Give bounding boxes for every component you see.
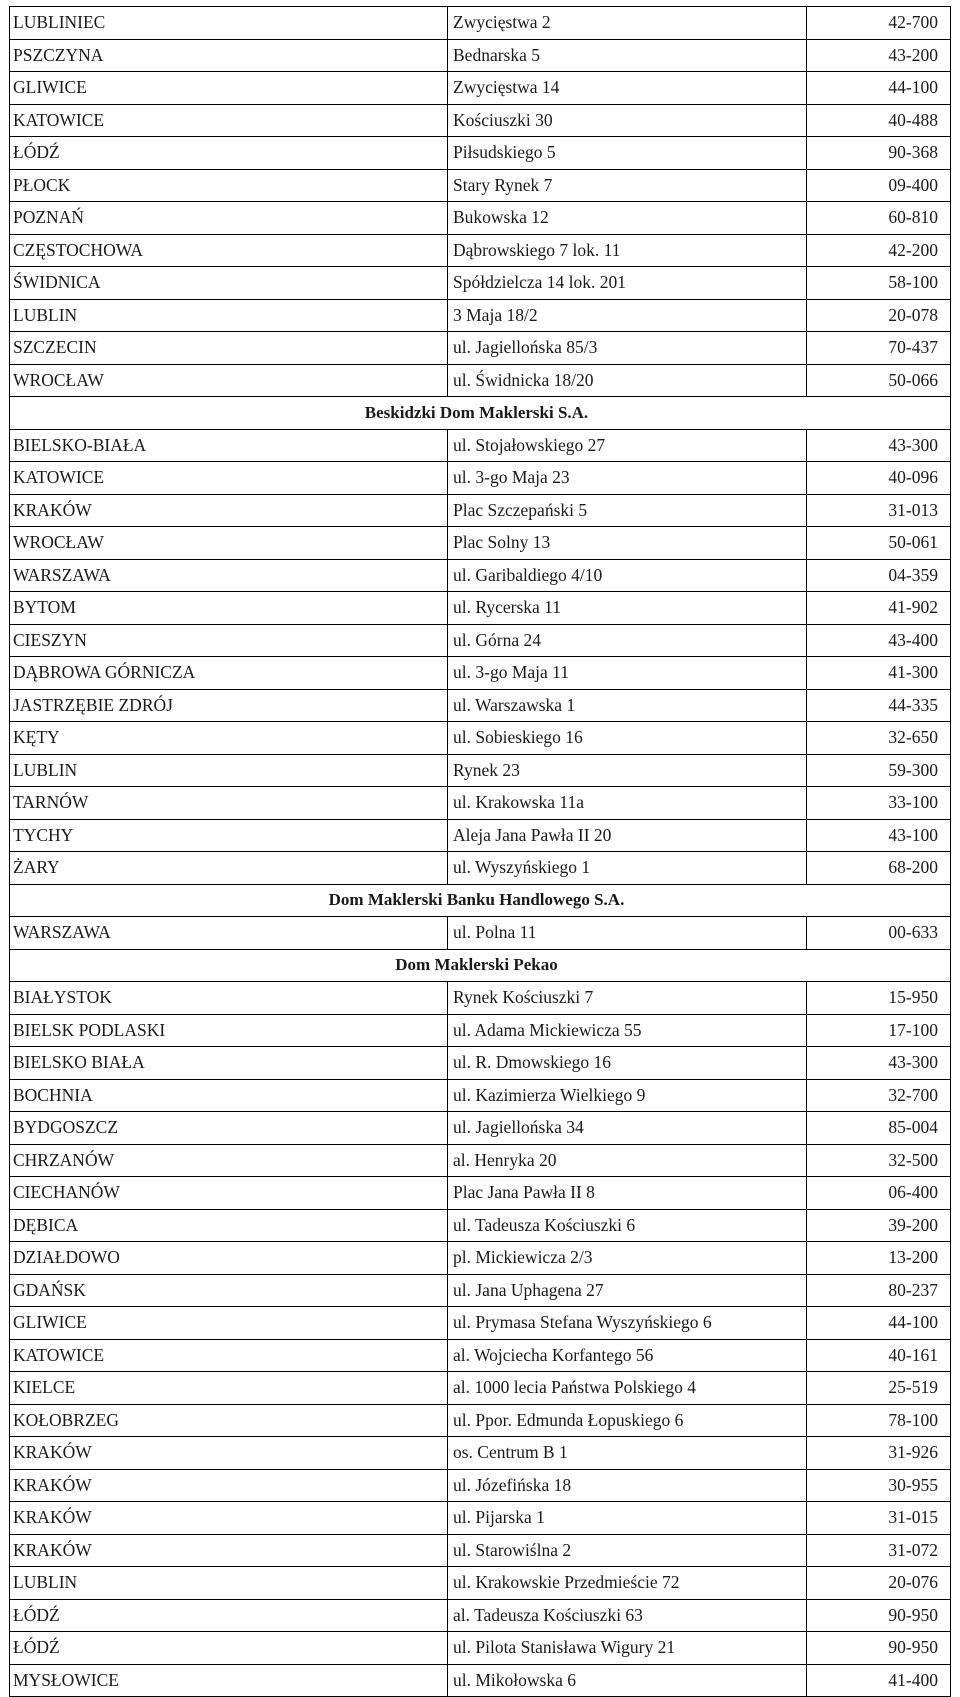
city-cell: KATOWICE (10, 1339, 448, 1372)
table-row (10, 1632, 951, 1665)
postal-code-cell: 04-359 (807, 559, 951, 592)
street-cell: Plac Solny 13 (448, 527, 807, 560)
street-cell: ul. Pijarska 1 (448, 1502, 807, 1535)
city-cell: KRAKÓW (10, 1469, 448, 1502)
city-cell: KRAKÓW (10, 494, 448, 527)
postal-code-cell: 85-004 (807, 1112, 951, 1145)
table-row (10, 1014, 951, 1047)
section-header-row (10, 397, 951, 430)
table-row (10, 1047, 951, 1080)
table-row (10, 1372, 951, 1405)
postal-code-cell: 32-500 (807, 1144, 951, 1177)
city-cell: PSZCZYNA (10, 39, 448, 72)
table-row (10, 332, 951, 365)
table-row (10, 169, 951, 202)
city-cell: ŁÓDŹ (10, 1632, 448, 1665)
street-cell: al. Wojciecha Korfantego 56 (448, 1339, 807, 1372)
street-cell: ul. Jagiellońska 34 (448, 1112, 807, 1145)
city-cell: BIELSKO BIAŁA (10, 1047, 448, 1080)
street-cell: ul. Garibaldiego 4/10 (448, 559, 807, 592)
table-row (10, 689, 951, 722)
postal-code-cell: 59-300 (807, 754, 951, 787)
postal-code-cell: 32-650 (807, 722, 951, 755)
street-cell: ul. Starowiślna 2 (448, 1534, 807, 1567)
city-cell: BYDGOSZCZ (10, 1112, 448, 1145)
postal-code-cell: 42-200 (807, 234, 951, 267)
table-row (10, 1209, 951, 1242)
postal-code-cell: 20-076 (807, 1567, 951, 1600)
city-cell: CIESZYN (10, 624, 448, 657)
street-cell: pl. Mickiewicza 2/3 (448, 1242, 807, 1275)
city-cell: KOŁOBRZEG (10, 1404, 448, 1437)
table-row (10, 299, 951, 332)
table-row (10, 1112, 951, 1145)
postal-code-cell: 44-100 (807, 1307, 951, 1340)
city-cell: ŁÓDŹ (10, 137, 448, 170)
postal-code-cell: 00-633 (807, 917, 951, 950)
postal-code-cell: 90-950 (807, 1632, 951, 1665)
postal-code-cell: 17-100 (807, 1014, 951, 1047)
city-cell: TARNÓW (10, 787, 448, 820)
postal-code-cell: 40-161 (807, 1339, 951, 1372)
postal-code-cell: 70-437 (807, 332, 951, 365)
postal-code-cell: 78-100 (807, 1404, 951, 1437)
postal-code-cell: 44-335 (807, 689, 951, 722)
table-row (10, 364, 951, 397)
street-cell: Bukowska 12 (448, 202, 807, 235)
city-cell: LUBLINIEC (10, 7, 448, 40)
table-row (10, 7, 951, 40)
street-cell: ul. Polna 11 (448, 917, 807, 950)
section-title: Dom Maklerski Banku Handlowego S.A. (10, 884, 951, 917)
postal-code-cell: 30-955 (807, 1469, 951, 1502)
city-cell: WROCŁAW (10, 364, 448, 397)
postal-code-cell: 40-096 (807, 462, 951, 495)
street-cell: Piłsudskiego 5 (448, 137, 807, 170)
postal-code-cell: 43-400 (807, 624, 951, 657)
street-cell: Dąbrowskiego 7 lok. 11 (448, 234, 807, 267)
street-cell: Rynek 23 (448, 754, 807, 787)
table-row (10, 917, 951, 950)
street-cell: ul. Rycerska 11 (448, 592, 807, 625)
street-cell: ul. Ppor. Edmunda Łopuskiego 6 (448, 1404, 807, 1437)
street-cell: ul. Kazimierza Wielkiego 9 (448, 1079, 807, 1112)
table-row (10, 462, 951, 495)
postal-code-cell: 60-810 (807, 202, 951, 235)
table-row (10, 1144, 951, 1177)
table-row (10, 787, 951, 820)
table-row (10, 234, 951, 267)
city-cell: KATOWICE (10, 104, 448, 137)
city-cell: DZIAŁDOWO (10, 1242, 448, 1275)
street-cell: Plac Jana Pawła II 8 (448, 1177, 807, 1210)
city-cell: JASTRZĘBIE ZDRÓJ (10, 689, 448, 722)
branch-address-table (9, 6, 951, 1697)
postal-code-cell: 43-100 (807, 819, 951, 852)
postal-code-cell: 31-015 (807, 1502, 951, 1535)
street-cell: Aleja Jana Pawła II 20 (448, 819, 807, 852)
table-row (10, 429, 951, 462)
city-cell: BIELSKO-BIAŁA (10, 429, 448, 462)
table-row (10, 657, 951, 690)
street-cell: ul. Górna 24 (448, 624, 807, 657)
table-row (10, 1469, 951, 1502)
city-cell: ŁÓDŹ (10, 1599, 448, 1632)
table-row (10, 1664, 951, 1697)
table-row (10, 1502, 951, 1535)
postal-code-cell: 25-519 (807, 1372, 951, 1405)
table-row (10, 559, 951, 592)
table-row (10, 852, 951, 885)
city-cell: LUBLIN (10, 754, 448, 787)
postal-code-cell: 41-400 (807, 1664, 951, 1697)
street-cell: ul. Tadeusza Kościuszki 6 (448, 1209, 807, 1242)
table-row (10, 722, 951, 755)
city-cell: PŁOCK (10, 169, 448, 202)
city-cell: KRAKÓW (10, 1502, 448, 1535)
section-title: Dom Maklerski Pekao (10, 949, 951, 982)
postal-code-cell: 41-902 (807, 592, 951, 625)
city-cell: CZĘSTOCHOWA (10, 234, 448, 267)
section-header-row (10, 949, 951, 982)
city-cell: LUBLIN (10, 1567, 448, 1600)
city-cell: ŻARY (10, 852, 448, 885)
street-cell: al. Henryka 20 (448, 1144, 807, 1177)
street-cell: al. Tadeusza Kościuszki 63 (448, 1599, 807, 1632)
postal-code-cell: 41-300 (807, 657, 951, 690)
table-row (10, 267, 951, 300)
street-cell: ul. Krakowska 11a (448, 787, 807, 820)
postal-code-cell: 90-950 (807, 1599, 951, 1632)
postal-code-cell: 43-300 (807, 429, 951, 462)
table-row (10, 202, 951, 235)
table-row (10, 72, 951, 105)
city-cell: KRAKÓW (10, 1534, 448, 1567)
postal-code-cell: 50-061 (807, 527, 951, 560)
table-row (10, 819, 951, 852)
postal-code-cell: 31-013 (807, 494, 951, 527)
city-cell: GLIWICE (10, 72, 448, 105)
street-cell: Rynek Kościuszki 7 (448, 982, 807, 1015)
city-cell: WROCŁAW (10, 527, 448, 560)
table-row (10, 527, 951, 560)
table-row (10, 39, 951, 72)
city-cell: LUBLIN (10, 299, 448, 332)
city-cell: CHRZANÓW (10, 1144, 448, 1177)
table-row (10, 754, 951, 787)
city-cell: KIELCE (10, 1372, 448, 1405)
table-row (10, 1079, 951, 1112)
table-row (10, 982, 951, 1015)
city-cell: BYTOM (10, 592, 448, 625)
table-row (10, 1339, 951, 1372)
postal-code-cell: 06-400 (807, 1177, 951, 1210)
city-cell: DĄBROWA GÓRNICZA (10, 657, 448, 690)
city-cell: GDAŃSK (10, 1274, 448, 1307)
table-row (10, 1307, 951, 1340)
street-cell: Kościuszki 30 (448, 104, 807, 137)
table-row (10, 1404, 951, 1437)
city-cell: BIAŁYSTOK (10, 982, 448, 1015)
city-cell: WARSZAWA (10, 559, 448, 592)
street-cell: Zwycięstwa 14 (448, 72, 807, 105)
table-row (10, 137, 951, 170)
postal-code-cell: 80-237 (807, 1274, 951, 1307)
postal-code-cell: 31-926 (807, 1437, 951, 1470)
street-cell: ul. Stojałowskiego 27 (448, 429, 807, 462)
city-cell: POZNAŃ (10, 202, 448, 235)
street-cell: ul. Sobieskiego 16 (448, 722, 807, 755)
table-row (10, 1274, 951, 1307)
street-cell: ul. Józefińska 18 (448, 1469, 807, 1502)
street-cell: ul. Mikołowska 6 (448, 1664, 807, 1697)
table-row (10, 104, 951, 137)
city-cell: SZCZECIN (10, 332, 448, 365)
city-cell: BIELSK PODLASKI (10, 1014, 448, 1047)
table-row (10, 494, 951, 527)
street-cell: Plac Szczepański 5 (448, 494, 807, 527)
table-row (10, 624, 951, 657)
address-table-body (10, 7, 951, 1697)
street-cell: ul. Pilota Stanisława Wigury 21 (448, 1632, 807, 1665)
street-cell: Zwycięstwa 2 (448, 7, 807, 40)
street-cell: ul. Wyszyńskiego 1 (448, 852, 807, 885)
table-row (10, 592, 951, 625)
city-cell: KRAKÓW (10, 1437, 448, 1470)
postal-code-cell: 32-700 (807, 1079, 951, 1112)
postal-code-cell: 90-368 (807, 137, 951, 170)
postal-code-cell: 31-072 (807, 1534, 951, 1567)
table-row (10, 1177, 951, 1210)
table-row (10, 1599, 951, 1632)
city-cell: DĘBICA (10, 1209, 448, 1242)
postal-code-cell: 13-200 (807, 1242, 951, 1275)
postal-code-cell: 40-488 (807, 104, 951, 137)
postal-code-cell: 58-100 (807, 267, 951, 300)
city-cell: KATOWICE (10, 462, 448, 495)
city-cell: GLIWICE (10, 1307, 448, 1340)
city-cell: BOCHNIA (10, 1079, 448, 1112)
section-title: Beskidzki Dom Maklerski S.A. (10, 397, 951, 430)
table-row (10, 1534, 951, 1567)
postal-code-cell: 20-078 (807, 299, 951, 332)
postal-code-cell: 43-300 (807, 1047, 951, 1080)
street-cell: ul. Świdnicka 18/20 (448, 364, 807, 397)
street-cell: Bednarska 5 (448, 39, 807, 72)
postal-code-cell: 15-950 (807, 982, 951, 1015)
city-cell: ŚWIDNICA (10, 267, 448, 300)
street-cell: Stary Rynek 7 (448, 169, 807, 202)
table-row (10, 1242, 951, 1275)
street-cell: ul. Krakowskie Przedmieście 72 (448, 1567, 807, 1600)
section-header-row (10, 884, 951, 917)
postal-code-cell: 50-066 (807, 364, 951, 397)
postal-code-cell: 33-100 (807, 787, 951, 820)
postal-code-cell: 39-200 (807, 1209, 951, 1242)
street-cell: ul. 3-go Maja 23 (448, 462, 807, 495)
postal-code-cell: 09-400 (807, 169, 951, 202)
address-document (9, 6, 950, 1697)
street-cell: ul. 3-go Maja 11 (448, 657, 807, 690)
postal-code-cell: 43-200 (807, 39, 951, 72)
city-cell: KĘTY (10, 722, 448, 755)
city-cell: CIECHANÓW (10, 1177, 448, 1210)
street-cell: ul. Jana Uphagena 27 (448, 1274, 807, 1307)
city-cell: MYSŁOWICE (10, 1664, 448, 1697)
postal-code-cell: 44-100 (807, 72, 951, 105)
street-cell: 3 Maja 18/2 (448, 299, 807, 332)
city-cell: WARSZAWA (10, 917, 448, 950)
street-cell: ul. Warszawska 1 (448, 689, 807, 722)
street-cell: os. Centrum B 1 (448, 1437, 807, 1470)
city-cell: TYCHY (10, 819, 448, 852)
street-cell: ul. Prymasa Stefana Wyszyńskiego 6 (448, 1307, 807, 1340)
street-cell: ul. Jagiellońska 85/3 (448, 332, 807, 365)
street-cell: ul. R. Dmowskiego 16 (448, 1047, 807, 1080)
street-cell: al. 1000 lecia Państwa Polskiego 4 (448, 1372, 807, 1405)
postal-code-cell: 68-200 (807, 852, 951, 885)
table-row (10, 1437, 951, 1470)
postal-code-cell: 42-700 (807, 7, 951, 40)
street-cell: Spółdzielcza 14 lok. 201 (448, 267, 807, 300)
table-row (10, 1567, 951, 1600)
street-cell: ul. Adama Mickiewicza 55 (448, 1014, 807, 1047)
